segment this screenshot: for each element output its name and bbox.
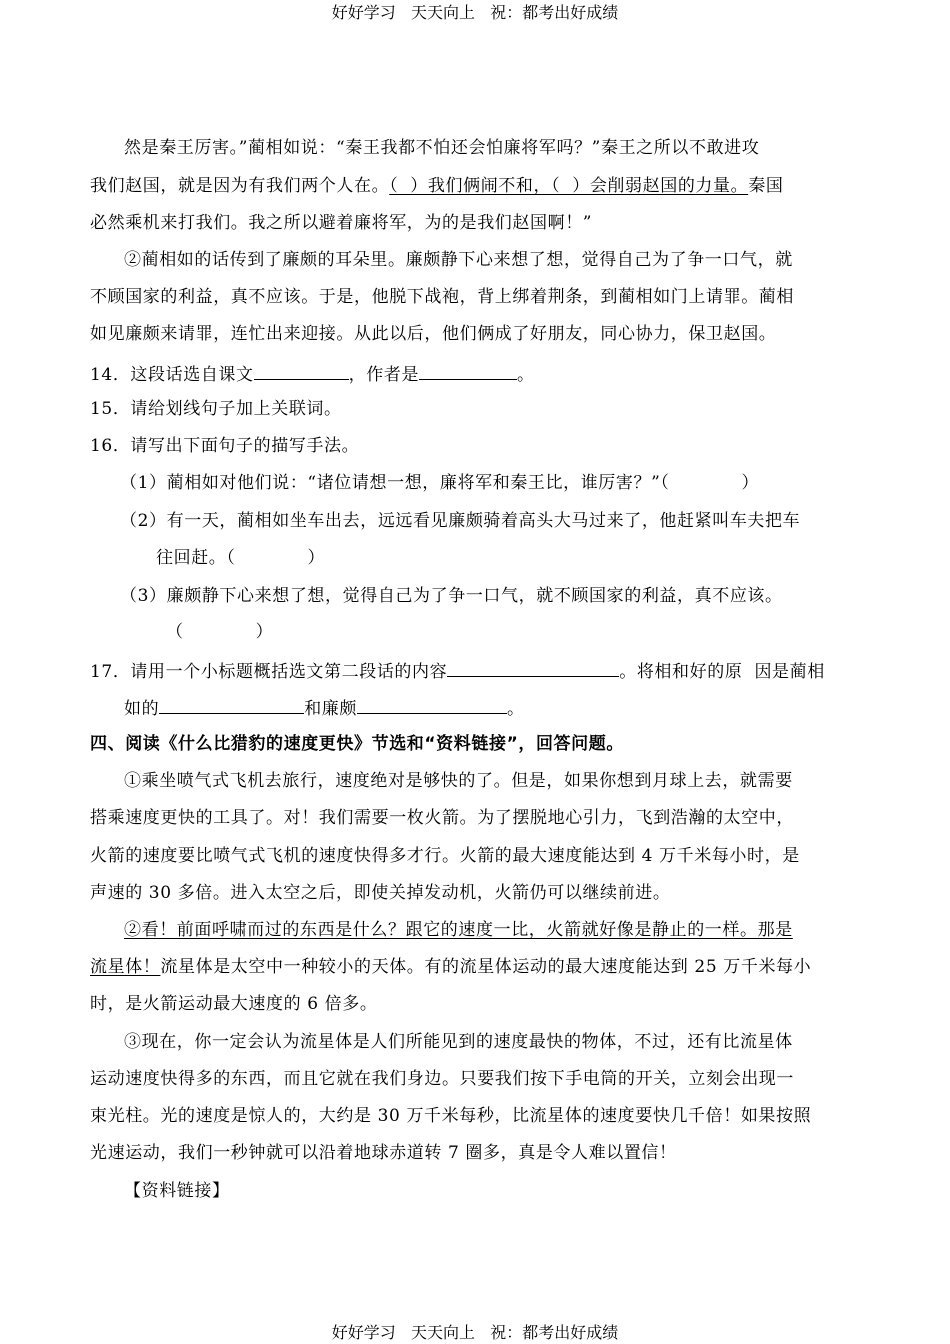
passage2-p3-line2: 运动速度快得多的东西，而且它就在我们身边。只要我们按下手电筒的开关，立刻会出现一 xyxy=(90,1069,794,1089)
question-17 xyxy=(90,658,825,684)
passage1-line3: 必然乘机来打我们。我之所以避着廉将军，为的是我们赵国啊！” xyxy=(90,213,593,233)
passage2-p2-line2-rest: 流星体是太空中一种较小的天体。有的流星体运动的最大速度能达到 25 万千米每小 xyxy=(160,957,812,977)
section-4-heading: 四、阅读《什么比猎豹的速度更快》节选和“资料链接”，回答问题。 xyxy=(90,734,624,754)
q17-text-e: 。 xyxy=(507,699,525,719)
q16-item-3-line1: （3）廉颇静下心来想了想，觉得自己为了争一口气，就不顾国家的利益，真不应该。 xyxy=(120,586,783,606)
page-footer: 好好学习 天天向上 祝：都考出好成绩 xyxy=(331,1323,619,1342)
passage2-p1-line1: ①乘坐喷气式飞机去旅行，速度绝对是够快的了。但是，如果你想到月球上去，就需要 xyxy=(124,771,793,791)
q17-text-d: 和廉颇 xyxy=(304,699,358,719)
passage2-p2-line2 xyxy=(90,955,811,979)
q14-text-c: 。 xyxy=(517,365,535,385)
underlined-sentence: （ ）我们俩闹不和，（ ）会削弱赵国的力量。 xyxy=(389,176,749,196)
question-15: 15．请给划线句子加上关联词。 xyxy=(90,399,342,419)
passage2-p3-line3: 束光柱。光的速度是惊人的，大约是 30 万千米每秒，比流星体的速度要快几千倍！如果按照 xyxy=(90,1106,812,1126)
passage2-p3-line1: ③现在，你一定会认为流星体是人们所能见到的速度最快的物体，不过，还有比流星体 xyxy=(124,1032,793,1052)
resource-link-heading: 【资料链接】 xyxy=(124,1181,230,1201)
passage2-p1-line2: 搭乘速度更快的工具了。对！我们需要一枚火箭。为了摆脱地心引力，飞到浩瀚的太空中， xyxy=(90,808,794,828)
q16-item-2-line2: 往回赶。（ ） xyxy=(156,548,326,568)
q17-blank-title[interactable] xyxy=(447,658,619,677)
passage2-p1-line3: 火箭的速度要比喷气式飞机的速度快得多才行。火箭的最大速度能达到 4 万千米每小时，是 xyxy=(90,846,800,866)
q14-text-a: 14．这段话选自课文 xyxy=(90,365,254,385)
q14-text-b: ，作者是 xyxy=(348,365,420,385)
q16-item-3-line2: （ ） xyxy=(166,622,274,642)
q17-blank-lin[interactable] xyxy=(159,695,304,714)
passage2-p2-line3: 时，是火箭运动最大速度的 6 倍多。 xyxy=(90,994,378,1014)
passage2-p1-line4: 声速的 30 多倍。进入太空之后，即使关掉发动机，火箭仍可以继续前进。 xyxy=(90,883,671,903)
question-14 xyxy=(90,361,535,387)
passage1-line5: 不顾国家的利益，真不应该。于是，他脱下战袍，背上绑着荆条，到蔺相如门上请罪。蔺相 xyxy=(90,287,794,307)
q16-item-1: （1）蔺相如对他们说：“诸位请想一想，廉将军和秦王比，谁厉害？”（ ） xyxy=(120,473,760,493)
q17-blank-lian[interactable] xyxy=(357,695,507,714)
passage1-line2 xyxy=(90,174,783,198)
q17-text-a: 17．请用一个小标题概括选文第二段话的内容 xyxy=(90,662,448,682)
q14-blank-author[interactable] xyxy=(419,361,517,380)
passage2-p3-line4: 光速运动，我们一秒钟就可以沿着地球赤道转 7 圈多，真是令人难以置信！ xyxy=(90,1143,677,1163)
underlined-meteoroid: 流星体！ xyxy=(90,957,161,977)
passage1-line6: 如见廉颇来请罪，连忙出来迎接。从此以后，他们俩成了好朋友，同心协力，保卫赵国。 xyxy=(90,324,777,344)
q17-text-b: 。将相和好的原 因是蔺相 xyxy=(619,662,825,682)
q14-blank-lesson[interactable] xyxy=(254,361,349,380)
passage1-line2-end: 秦国 xyxy=(748,176,784,196)
question-16: 16．请写出下面句子的描写手法。 xyxy=(90,436,360,456)
passage1-line4: ②蔺相如的话传到了廉颇的耳朵里。廉颇静下心来想了想，觉得自己为了争一口气，就 xyxy=(124,250,793,270)
q17-text-c: 如的 xyxy=(124,699,160,719)
passage1-line1: 然是秦王厉害。”蔺相如说：“秦王我都不怕还会怕廉将军吗？”秦王之所以不敢进攻 xyxy=(124,138,760,158)
passage2-p2-line1: ②看！前面呼啸而过的东西是什么？跟它的速度一比，火箭就好像是静止的一样。那是 xyxy=(124,920,793,940)
q16-item-2-line1: （2）有一天，蔺相如坐车出去，远远看见廉颇骑着高头大马过来了，他赶紧叫车夫把车 xyxy=(120,511,801,531)
passage1-line2-start: 我们赵国，就是因为有我们两个人在。 xyxy=(90,176,390,196)
page-header: 好好学习 天天向上 祝：都考出好成绩 xyxy=(331,3,619,22)
question-17-line2 xyxy=(124,695,525,721)
